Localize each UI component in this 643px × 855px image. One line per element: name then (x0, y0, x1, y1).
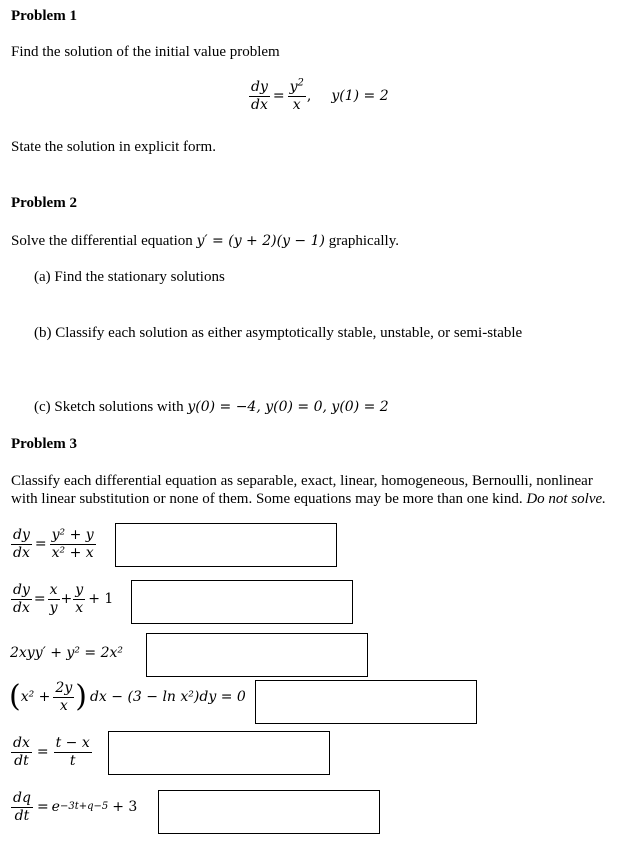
plus-three: + 3 (112, 799, 138, 816)
part-c-text: (c) Sketch solutions with (34, 399, 184, 415)
dy-dx-fraction (249, 80, 270, 112)
numerator: y² + y (51, 527, 94, 543)
problem-2-prompt (11, 233, 399, 250)
prompt-text: Solve the differential equation (11, 233, 193, 249)
denominator: x (292, 96, 301, 113)
answer-box-3[interactable] (146, 633, 368, 677)
answer-box-1[interactable] (115, 523, 337, 567)
denominator: y (49, 599, 58, 616)
close-paren: ) (75, 679, 87, 715)
answer-box-6[interactable] (158, 790, 380, 834)
line-2-text: with linear substitution or none of them. Some equations may be more than one kind. (11, 491, 523, 507)
comma: , (306, 88, 312, 105)
problem-3-heading: Problem 3 (11, 436, 77, 452)
numerator: 2y (55, 680, 73, 696)
equals-sign: = (36, 799, 49, 816)
open-paren: ( (9, 679, 21, 715)
equals-sign: = (36, 744, 49, 761)
plus-one: + 1 (88, 591, 114, 608)
answer-box-2[interactable] (131, 580, 353, 624)
answer-box-4[interactable] (255, 680, 477, 724)
prompt-suffix: graphically. (328, 233, 399, 249)
equation-4-rest: dx − (3 − ln x²)dy = 0 (89, 689, 246, 706)
numerator: dy (13, 582, 30, 598)
problem-2-heading: Problem 2 (11, 195, 77, 211)
exponential-base: e (51, 799, 60, 816)
y2-over-x-fraction (288, 77, 306, 113)
equals-sign: = (33, 591, 46, 608)
equation-2 (10, 583, 113, 615)
denominator: dt (14, 752, 29, 769)
numerator: dy (251, 79, 268, 95)
do-not-solve-emphasis: Do not solve. (526, 491, 606, 507)
denominator: dx (251, 96, 268, 113)
denominator: x (59, 697, 68, 714)
problem-2-part-b: (b) Classify each solution as either asymptotically stable, unstable, or semi-stable (34, 325, 523, 341)
denominator: x (75, 599, 84, 616)
numerator: dq (13, 790, 31, 806)
answer-box-5[interactable] (108, 731, 330, 775)
initial-condition: y(1) = 2 (331, 88, 389, 105)
equation-6: $\frac{dq}{dt}$ = e −3t+q−5 + 3 (13, 790, 138, 824)
problem-2-part-a: (a) Find the stationary solutions (34, 269, 225, 285)
denominator: x² + x (51, 544, 94, 561)
equation-5 (10, 736, 93, 768)
numerator: dy (13, 527, 30, 543)
problem-1-instruction: State the solution in explicit form. (11, 139, 216, 155)
problem-3-line-1: Classify each differential equation as separable, exact, linear, homogeneous, Bernoulli, nonlinear (11, 473, 593, 489)
denominator: t (69, 752, 76, 769)
numerator: x (49, 582, 58, 598)
problem-1-prompt: Find the solution of the initial value problem (11, 44, 280, 60)
equation-4 (9, 681, 246, 713)
problem-1-equation (248, 77, 389, 113)
numerator: t − x (55, 735, 90, 751)
x-squared-term: x² + (20, 689, 51, 706)
equals-sign: = (272, 88, 285, 105)
exponent: 2 (297, 77, 304, 89)
plus-sign: + (60, 591, 73, 608)
denominator: dx (13, 599, 30, 616)
denominator: dx (13, 544, 30, 561)
problem-1-heading: Problem 1 (11, 8, 77, 24)
problem-3-line-2 (11, 491, 606, 508)
part-c-equation: y(0) = −4, y(0) = 0, y(0) = 2 (187, 399, 389, 415)
numerator: dx (13, 735, 30, 751)
problem-2-part-c (34, 399, 389, 416)
numerator: y (289, 79, 298, 95)
equals-sign: = (34, 536, 47, 553)
equation-1 (10, 528, 97, 560)
equation-3: 2xyy′ + y² = 2x² (10, 645, 123, 661)
denominator: dt (14, 807, 30, 824)
numerator: y (75, 582, 84, 598)
prompt-equation: y′ = (y + 2)(y − 1) (196, 233, 325, 249)
